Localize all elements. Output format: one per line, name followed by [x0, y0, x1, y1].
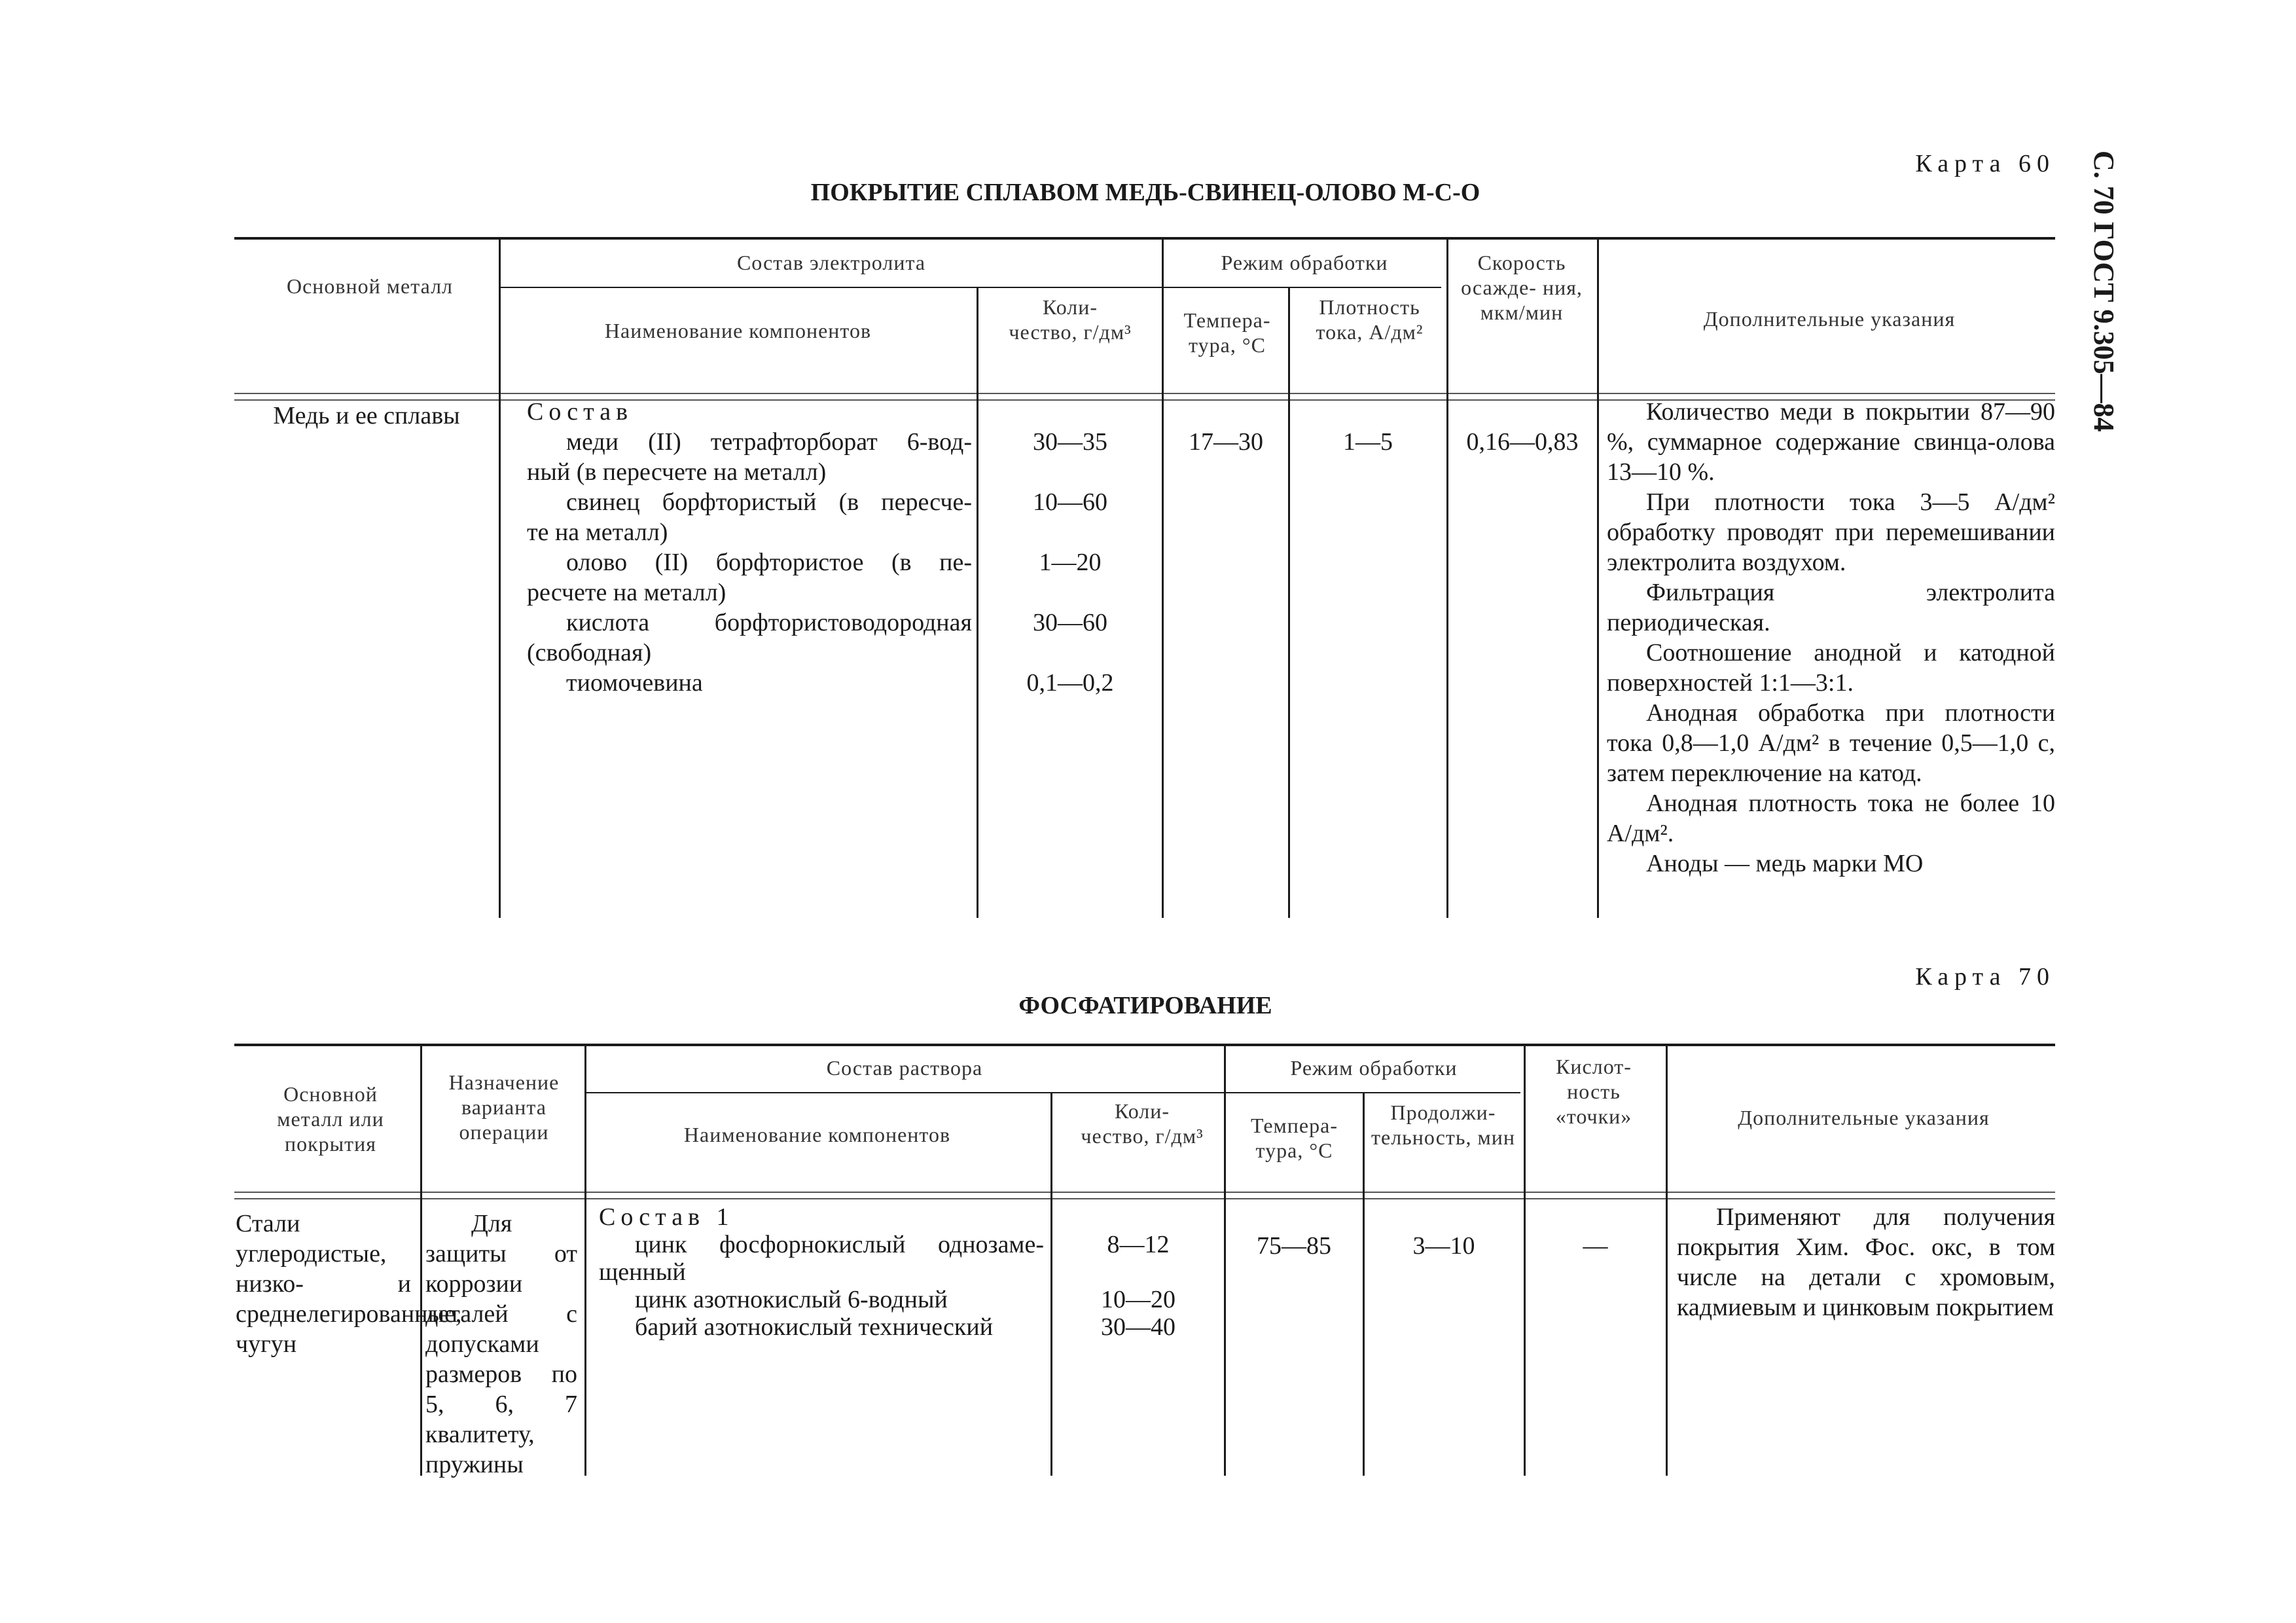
list-item: свинец борфтористый (в пересче- те на металл)	[527, 488, 972, 546]
list-item: цинк фосфорнокислый однозаме- щенный	[599, 1231, 1044, 1286]
card70-notes: Применяют для получения покрытия Хим. Фос. окс, в том числе на детали с хромовым, кадмиевым и цинковым покрытием	[1677, 1203, 2055, 1321]
header-acidity: Кислот- ность «точки»	[1555, 1055, 1632, 1128]
header-quantity: Коли- чество, г/дм³	[1009, 295, 1132, 344]
card70-components	[599, 1231, 1044, 1341]
card60-quantities: 30—35 10—60 1—20 30—60 0,1—0,2	[1026, 428, 1114, 697]
header-base-metal: Основной металл или покрытия	[277, 1082, 384, 1156]
card60-components	[527, 427, 972, 698]
header-base-metal: Основной металл	[286, 274, 454, 298]
header-mode: Режим обработки	[1221, 251, 1388, 274]
header-notes: Дополнительные указания	[1703, 307, 1956, 331]
card60-title: ПОКРЫТИЕ СПЛАВОМ МЕДЬ-СВИНЕЦ-ОЛОВО М-С-О	[810, 179, 1480, 206]
card60-notes: Количество меди в покрытии 87—90 %, суммарное содержание свинца-олова 13—10 %. При плотности тока 3—5 А/дм² обработку проводят при перемешивании электролита воздухом. Фильтрация электролита периодическая. Соотношение анодной и катодной поверхностей 1:1—3:1. Анодная обработка при плотности тока 0,8—1,0 А/дм² в течение 0,5—1,0 с, затем переключение на катод. Анодная плотность тока не более 10 А/дм². Аноды — медь марки МО	[1607, 398, 2055, 877]
card60-speed: 0,16—0,83	[1466, 428, 1579, 456]
card70-purpose: Для защиты от коррозии деталей с допусками размеров по 5, 6, 7 квалитету, пружины	[425, 1210, 577, 1478]
card70-base-metal: Стали углеродистые, низко- и среднелегированные, чугун	[236, 1210, 462, 1358]
header-solution: Состав раствора	[826, 1056, 983, 1080]
header-quantity: Коли- чество, г/дм³	[1081, 1099, 1204, 1148]
card70-title: ФОСФАТИРОВАНИЕ	[1018, 992, 1272, 1019]
list-item: олово (II) борфтористое (в пе- ресчете на металл)	[527, 549, 972, 606]
header-electrolyte: Состав электролита	[736, 251, 926, 274]
header-mode: Режим обработки	[1290, 1056, 1458, 1080]
page-header: С. 70 ГОСТ 9.305—84	[2088, 151, 2120, 432]
header-component-name: Наименование компонентов	[683, 1123, 951, 1146]
card60-temperature: 17—30	[1189, 428, 1263, 456]
list-item: кислота борфтористоводородная (свободная)	[527, 609, 972, 666]
header-notes: Дополнительные указания	[1738, 1106, 1990, 1129]
card70-composition-label: Состав 1	[599, 1203, 734, 1231]
header-component-name: Наименование компонентов	[604, 319, 872, 342]
card70-acidity: —	[1583, 1232, 1608, 1260]
card70-quantities: 8—12 10—20 30—40	[1101, 1231, 1175, 1341]
header-temperature: Темпера- тура, °С	[1183, 308, 1271, 357]
header-duration: Продолжи- тельность, мин	[1371, 1101, 1515, 1149]
card70-temperature: 75—85	[1257, 1232, 1331, 1260]
header-speed: Скорость осажде- ния, мкм/мин	[1461, 251, 1583, 324]
header-temperature: Темпера- тура, °С	[1251, 1114, 1338, 1162]
header-density: Плотность тока, А/дм²	[1316, 295, 1424, 344]
card70-label: Карта 70	[1915, 963, 2055, 991]
card60-density: 1—5	[1343, 428, 1393, 456]
list-item: меди (II) тетрафторборат 6-вод- ный (в пересчете на металл)	[527, 428, 972, 486]
card60-label: Карта 60	[1915, 150, 2055, 177]
list-item: цинк азотнокислый 6-водный	[635, 1286, 948, 1313]
list-item: тиомочевина	[566, 669, 703, 697]
card60-base-metal: Медь и ее сплавы	[273, 402, 460, 429]
card60-composition-label: Состав	[527, 398, 634, 426]
list-item: барий азотнокислый технический	[635, 1313, 994, 1341]
card70-duration: 3—10	[1412, 1232, 1475, 1260]
header-purpose: Назначение варианта операции	[448, 1070, 560, 1144]
